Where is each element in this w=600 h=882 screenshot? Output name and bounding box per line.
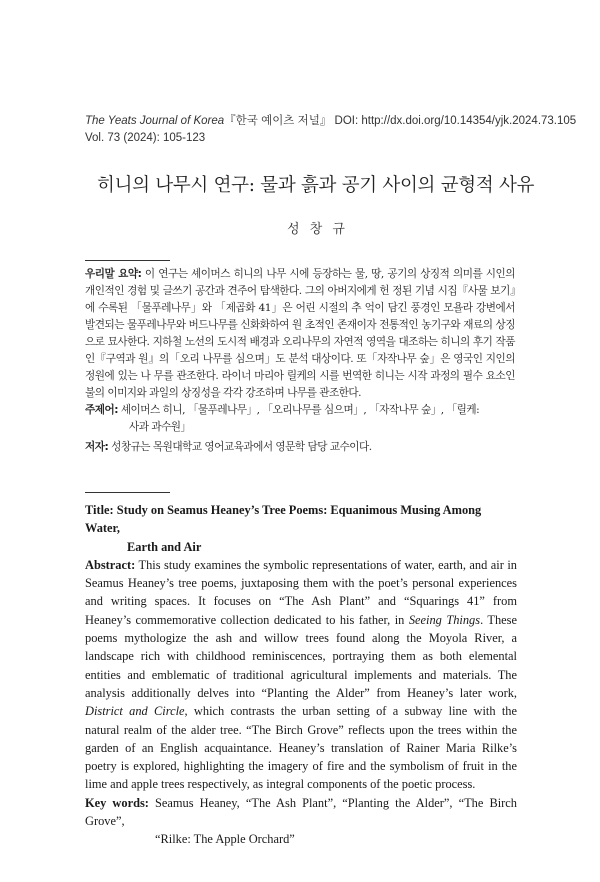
kr-line: 불의 이미지와 과일의 상징성을 각각 강조하며 나무를 관조한다. xyxy=(85,387,362,399)
korean-abstract xyxy=(85,266,515,456)
english-keywords-text: Seamus Heaney, “The Ash Plant”, “Planting the Alder”, “The Birch Grove”, xyxy=(85,795,517,829)
doi-link[interactable]: DOI: http://dx.doi.org/10.14354/yjk.2024.73.105 xyxy=(334,115,577,127)
paper-title: 히니의 나무시 연구: 물과 흙과 공기 사이의 균형적 사유 xyxy=(97,175,535,196)
section-divider xyxy=(85,492,170,493)
abstract-text: Heaney’s commemorative collection dedicated to his father, in xyxy=(85,612,405,627)
kr-line: 정된 기념 시집『사물 보기』에 수록된 「물푸레나무」와 「제곱화 41」은 어린 시절의 추 xyxy=(85,285,515,314)
book-title-seeing-things: Seeing Things xyxy=(408,612,481,627)
korean-author-label: 저자: xyxy=(85,441,109,453)
kr-line: 억이 담긴 풍경인 모욜라 강변에서 발견되는 물푸레나무와 버드나무를 신화화하여 원 xyxy=(85,302,515,331)
paper-author: 성 창 규 xyxy=(287,222,348,237)
kr-line: 배경과 오리나무의 자연적 영역을 대조하는 히니의 후기 작품인『구역과 원』의「오리 xyxy=(85,336,515,365)
kr-line: 이 연구는 셰이머스 히니의 나무 시에 등장하는 물, 땅, 공기의 상징적 xyxy=(144,268,450,280)
english-abstract-label: Abstract: xyxy=(85,557,136,572)
english-keywords xyxy=(85,794,517,849)
korean-abstract-label: 우리말 요약: xyxy=(85,268,142,280)
english-title-text-cont: Earth and Air xyxy=(127,539,202,554)
volume-info: Vol. 73 (2024): 105-123 xyxy=(85,132,206,144)
english-keywords-label: Key words: xyxy=(85,795,149,810)
abstract-line: landscape rich with childhood reminiscences, portraying them as both elemental xyxy=(85,649,517,664)
korean-author-note xyxy=(85,439,515,456)
english-title-label: Title: xyxy=(85,503,114,517)
journal-line xyxy=(85,113,577,130)
abstract-line: natural realm of the alder tree. “The Birch Grove” reflects upon the trees within the xyxy=(85,722,517,737)
journal-name: The Yeats Journal of Korea xyxy=(85,115,225,127)
book-title-district-circle: District and Circle xyxy=(85,704,185,719)
abstract-line: and writing spaces. It focuses on “The Ash Plant” and “Squarings 41” from xyxy=(85,594,517,609)
english-abstract xyxy=(85,501,517,849)
abstract-line: entities and emblematic of traditional agricultural implements and materials. The xyxy=(85,667,517,682)
abstract-line xyxy=(85,702,517,720)
abstract-line: garden of an English acquaintance. Heaney’s translation of Rainer Maria Rilke’s xyxy=(85,740,517,755)
abstract-text: , which contrasts the urban setting of a subway line with the xyxy=(184,704,517,719)
abstract-line: Seamus Heaney’s tree poems, juxtaposing them with the poet’s personal experiences xyxy=(85,576,517,591)
section-divider xyxy=(85,260,170,261)
korean-keywords-text-cont: 사과 과수원」 xyxy=(129,421,191,433)
kr-line: 초적인 존재이자 전통적인 농기구와 재료의 상징으로 묘사한다. 지하철 노선의 도시적 xyxy=(85,319,515,348)
english-title-text: Study on Seamus Heaney’s Tree Poems: Equanimous Musing Among Water, xyxy=(85,503,482,536)
korean-keywords-text: 셰이머스 히니, 「물푸레나무」, 「오리나무를 심으며」, 「자작나무 숲」, 「릴케: xyxy=(120,404,480,416)
abstract-line xyxy=(85,556,517,574)
korean-keywords xyxy=(85,402,515,436)
journal-korean-name: 『한국 예이츠 저널』 xyxy=(224,115,332,127)
abstract-line xyxy=(85,611,517,629)
english-abstract-body xyxy=(85,556,517,794)
korean-author-text: 성창규는 목원대학교 영어교육과에서 영문학 담당 교수이다. xyxy=(111,441,372,453)
english-keywords-text-cont: “Rilke: The Apple Orchard” xyxy=(155,832,295,847)
abstract-text: . These xyxy=(480,612,517,627)
korean-keywords-label: 주제어: xyxy=(85,404,118,416)
kr-line: 의미를 시인의 개인적인 경험 및 글쓰기 공간과 견주어 탐색한다. 그의 아버지에게 헌 xyxy=(85,268,515,297)
abstract-line: lime and apple trees respectively, as integral components of the poetic process. xyxy=(85,777,476,792)
abstract-line: poems mythologize the ash and willow trees found along the Moyola River, a xyxy=(85,631,517,646)
kr-line: 무를 관조한다. 라이너 마리아 릴케의 시를 번역한 히니는 시작 과정의 필수 요소인 xyxy=(153,370,515,382)
korean-abstract-body xyxy=(85,266,515,402)
abstract-line: poetry is explored, highlighting the imagery of fire and the symbolism of fruit in the xyxy=(85,759,517,774)
english-title xyxy=(85,501,517,556)
abstract-line: analysis additionally delves into “Planting the Alder” from Heaney’s later work, xyxy=(85,685,517,700)
kr-line: 나무를 심으며」도 분석 대상이다. 또「자작나무 숲」은 영국인 지인의 정원에 있는 나 xyxy=(85,353,515,382)
journal-header xyxy=(85,113,577,147)
abstract-text: This study examines the symbolic representations of water, earth, and air in xyxy=(138,557,517,572)
